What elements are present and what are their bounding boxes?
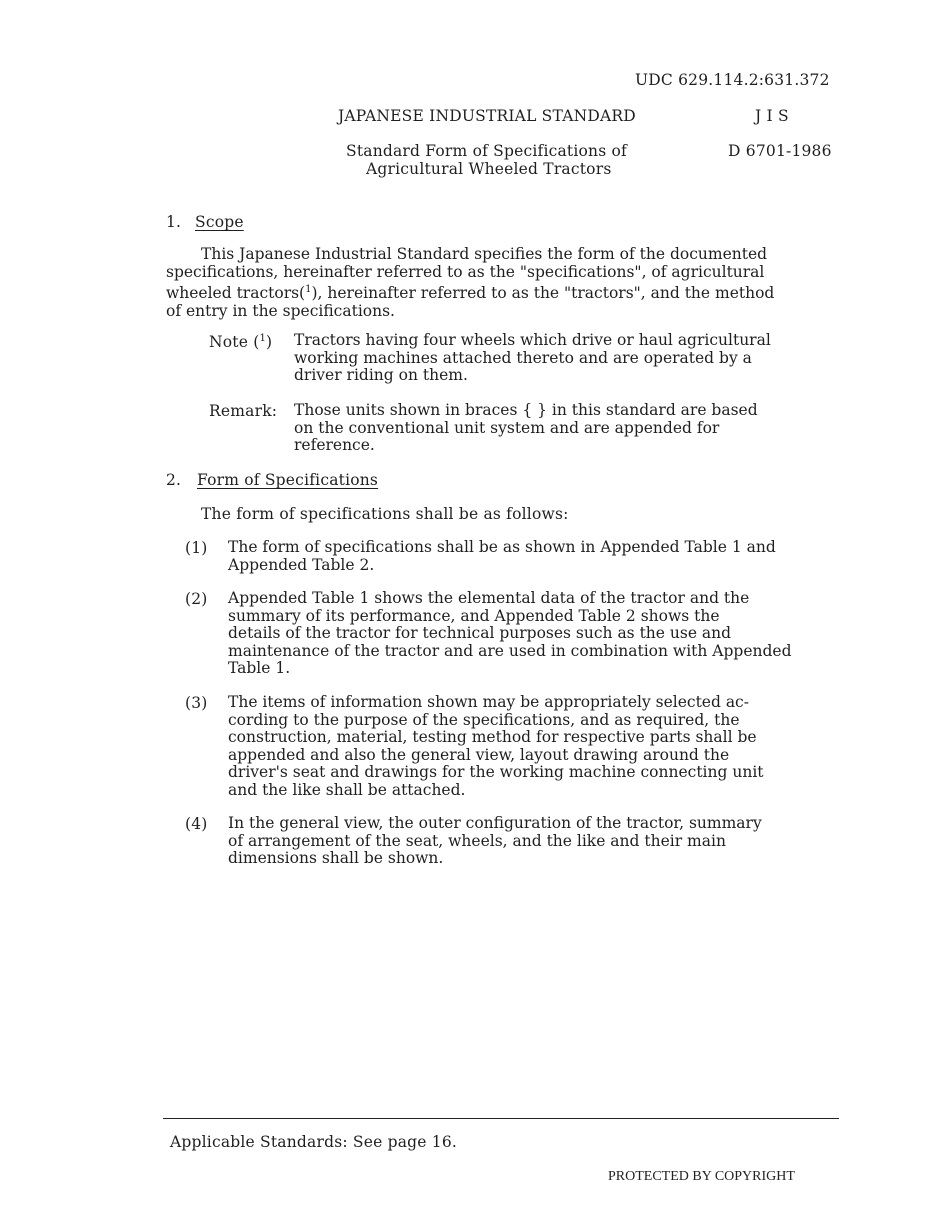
list-item-label: (2) [185, 590, 208, 608]
scope-line-1: This Japanese Industrial Standard specifies the form of the documented [201, 245, 768, 263]
copyright-notice: PROTECTED BY COPYRIGHT [608, 1169, 795, 1184]
section1-heading: Scope [195, 213, 244, 231]
udc-code: UDC 629.114.2:631.372 [635, 71, 830, 89]
scope-line-3: wheeled tractors($^1$), hereinafter referred to as the "tractors", and the method [166, 284, 775, 303]
applicable-standards: Applicable Standards: See page 16. [170, 1133, 458, 1151]
list-item: In the general view, the outer configuration of the tractor, summary of arrangement of the seat, wheels, and the like and their main dimensions shall be shown. [228, 814, 762, 868]
section2-number: 2. [166, 471, 182, 489]
list-item-label: (4) [185, 815, 208, 833]
footer-divider [163, 1118, 839, 1119]
remark-text: Those units shown in braces { } in this standard are based on the conventional unit system and are appended for reference. [294, 401, 758, 455]
note-text: Tractors having four wheels which drive or haul agricultural working machines attached thereto and are operated by a driver riding on them. [294, 331, 771, 385]
list-item: Appended Table 1 shows the elemental data of the tractor and the summary of its performance, and Appended Table 2 shows the details of the tractor for technical purposes such as the use and maintenance of the tractor and are used in combination with Appended Table 1. [228, 589, 792, 678]
scope-line-4: of entry in the specifications. [166, 301, 395, 320]
list-item-label: (1) [185, 539, 208, 557]
jis-label: J I S [755, 107, 789, 125]
document-title: JAPANESE INDUSTRIAL STANDARD [338, 107, 636, 125]
scope-line-2: specifications, hereinafter referred to as the "specifications", of agricultural [166, 262, 765, 281]
section1-number: 1. [166, 213, 182, 231]
section2-heading: Form of Specifications [197, 471, 379, 489]
note-label: Note ($^1$) [209, 333, 273, 351]
section2-intro: The form of specifications shall be as follows: [201, 505, 569, 523]
scope-paragraph [166, 246, 774, 320]
remark-label: Remark: [209, 402, 278, 420]
document-subtitle-line1: Standard Form of Specifications of [346, 142, 627, 160]
list-item-label: (3) [185, 694, 208, 712]
document-subtitle-line2: Agricultural Wheeled Tractors [366, 160, 612, 178]
standard-number: D 6701-1986 [728, 142, 832, 160]
list-item: The items of information shown may be appropriately selected ac- cording to the purpose of the specifications, and as required, the construction, material, testing method for respective parts shall be appended and also the general view, layout drawing around the driver's seat and drawings for the working machine connecting unit and the like shall be attached. [228, 693, 764, 799]
list-item: The form of specifications shall be as shown in Appended Table 1 and Appended Table 2. [228, 538, 776, 574]
